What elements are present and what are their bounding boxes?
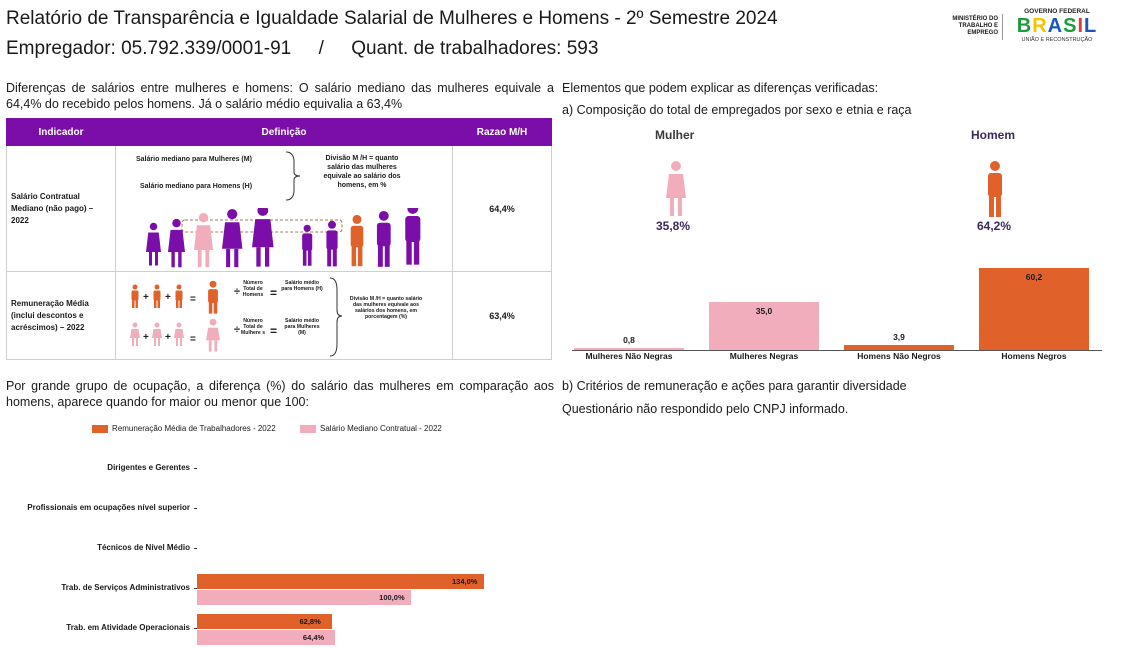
gov-logo [1012, 8, 1102, 52]
woman-pct: 35,8% [656, 219, 691, 233]
category-label: Homens Não Negros [857, 351, 941, 361]
category-label: Homens Negros [1001, 351, 1067, 361]
table-row [7, 146, 552, 272]
section-b-text: Questionário não respondido pelo CNPJ informado. [562, 402, 849, 416]
data-label: 64,4% [302, 633, 325, 642]
logo-divider [1002, 14, 1003, 40]
men-group [302, 208, 420, 267]
svg-text:=: = [190, 334, 196, 345]
indicator-table [6, 118, 552, 360]
svg-text:+: + [143, 332, 149, 343]
employer-id: Empregador: 05.792.339/0001-91 [6, 38, 292, 59]
def-total-women: Número Total de Mulhere s [240, 318, 266, 336]
data-label: 0,8 [623, 335, 635, 345]
axis-tick [194, 548, 197, 549]
category-label: Dirigentes e Gerentes [107, 463, 190, 472]
people-figures-icon [130, 208, 430, 268]
people-sum-icon [130, 280, 240, 352]
svg-text:+: + [143, 292, 149, 303]
equals-symbol: = [270, 324, 278, 338]
legend-item [92, 424, 276, 433]
page-title: Relatório de Transparência e Igualdade Salarial de Mulheres e Homens - 2º Semestre 2024 [6, 8, 778, 29]
ministry-label: MINISTÉRIO DO TRABALHO E EMPREGO [952, 16, 998, 36]
data-label: 60,2 [1025, 272, 1043, 282]
occupation-chart [0, 418, 556, 646]
svg-text:+: + [165, 332, 171, 343]
svg-text:+: + [165, 292, 171, 303]
table-row [7, 272, 552, 360]
data-label: 134,0% [452, 577, 478, 586]
category-label: Mulheres Negras [729, 351, 799, 361]
def-avg-women: Salário médio para Mulheres (M) [284, 318, 320, 336]
woman-label: Mulher [655, 128, 695, 142]
data-label: 3,9 [893, 331, 905, 342]
man-label: Homem [971, 128, 1016, 142]
gov-logo-bottom: UNIÃO E RECONSTRUÇÃO [1021, 37, 1093, 43]
section-b-title: b) Critérios de remuneração e ações para garantir diversidade [562, 379, 907, 393]
bar [844, 345, 954, 350]
section-a-title: a) Composição do total de empregados por sexo e etnia e raça [562, 103, 912, 117]
category-label: Profissionais em ocupações nível superior [27, 503, 190, 512]
bar [197, 574, 484, 589]
def-median-women: Salário mediano para Mulheres (M) [136, 156, 252, 163]
category-label: Mulheres Não Negras [585, 351, 673, 361]
def-note-median: Divisão M /H = quanto salário das mulheres equivale ao salário dos homens, em % [323, 155, 401, 189]
composition-chart [562, 240, 1112, 370]
def-avg-men: Salário médio para Homens (H) [281, 280, 323, 292]
svg-text:=: = [190, 294, 196, 305]
page-subtitle [6, 38, 598, 60]
def-total-men: Número Total de Homens [242, 280, 264, 298]
row1-ratio: 64,4% [453, 146, 552, 272]
legend-label: Salário Mediano Contratual - 2022 [320, 424, 442, 433]
col-header-definition: Definição [116, 119, 453, 146]
def-median-men: Salário mediano para Homens (H) [140, 183, 253, 190]
salary-intro: Diferenças de salários entre mulheres e homens: O salário mediano das mulheres equivale a 64,4% do recebido pelos homens. Já o salário médio equivalia a 63,4% [6, 81, 554, 111]
equals-symbol: = [270, 286, 278, 300]
brace-icon [328, 276, 344, 358]
row1-indicator: Salário Contratual Mediano (não pago) – 2022 [7, 146, 116, 272]
row2-ratio: 63,4% [453, 272, 552, 360]
man-pct: 64,2% [977, 219, 1012, 233]
elements-intro: Elementos que podem explicar as diferenças verificadas: [562, 81, 879, 95]
gov-logo-brand: BRASIL [1016, 15, 1098, 37]
col-header-ratio: Razao M/H [453, 119, 552, 146]
woman-icon [661, 160, 691, 218]
man-icon [980, 160, 1010, 218]
legend-swatch [300, 425, 316, 433]
subtitle-separator: / [318, 38, 324, 59]
col-header-indicator: Indicador [7, 119, 116, 146]
data-label: 100,0% [379, 593, 405, 602]
divide-symbol: ÷ [234, 324, 241, 336]
gov-logo-top: GOVERNO FEDERAL [1024, 8, 1090, 15]
row2-definition [116, 272, 453, 360]
bar [574, 348, 684, 350]
divide-symbol: ÷ [234, 286, 241, 298]
legend-label: Remuneração Média de Trabalhadores - 2022 [112, 424, 276, 433]
category-label: Técnicos de Nível Médio [97, 543, 190, 552]
women-group [146, 208, 274, 267]
worker-count: Quant. de trabalhadores: 593 [351, 38, 599, 59]
legend-item [300, 424, 442, 433]
brace-icon [284, 150, 302, 202]
row1-definition [116, 146, 453, 272]
occupation-intro: Por grande grupo de ocupação, a diferença (%) do salário das mulheres em comparação aos homens, aparece quando for maior ou menor que 100: [6, 379, 554, 409]
row2-indicator: Remuneração Média (inclui descontos e acréscimos) – 2022 [7, 272, 116, 360]
table-header-row [7, 119, 552, 146]
data-label: 35,0 [755, 306, 773, 317]
axis-tick [194, 508, 197, 509]
category-label: Trab. de Serviços Administrativos [61, 583, 190, 592]
category-label: Trab. em Atividade Operacionais [66, 623, 190, 632]
legend-swatch [92, 425, 108, 433]
def-note-average: Divisão M /H = quanto salário das mulheres equivale aos salários dos homens, em porcentagem (%) [349, 296, 423, 320]
axis-tick [194, 468, 197, 469]
data-label: 62,8% [299, 617, 321, 626]
